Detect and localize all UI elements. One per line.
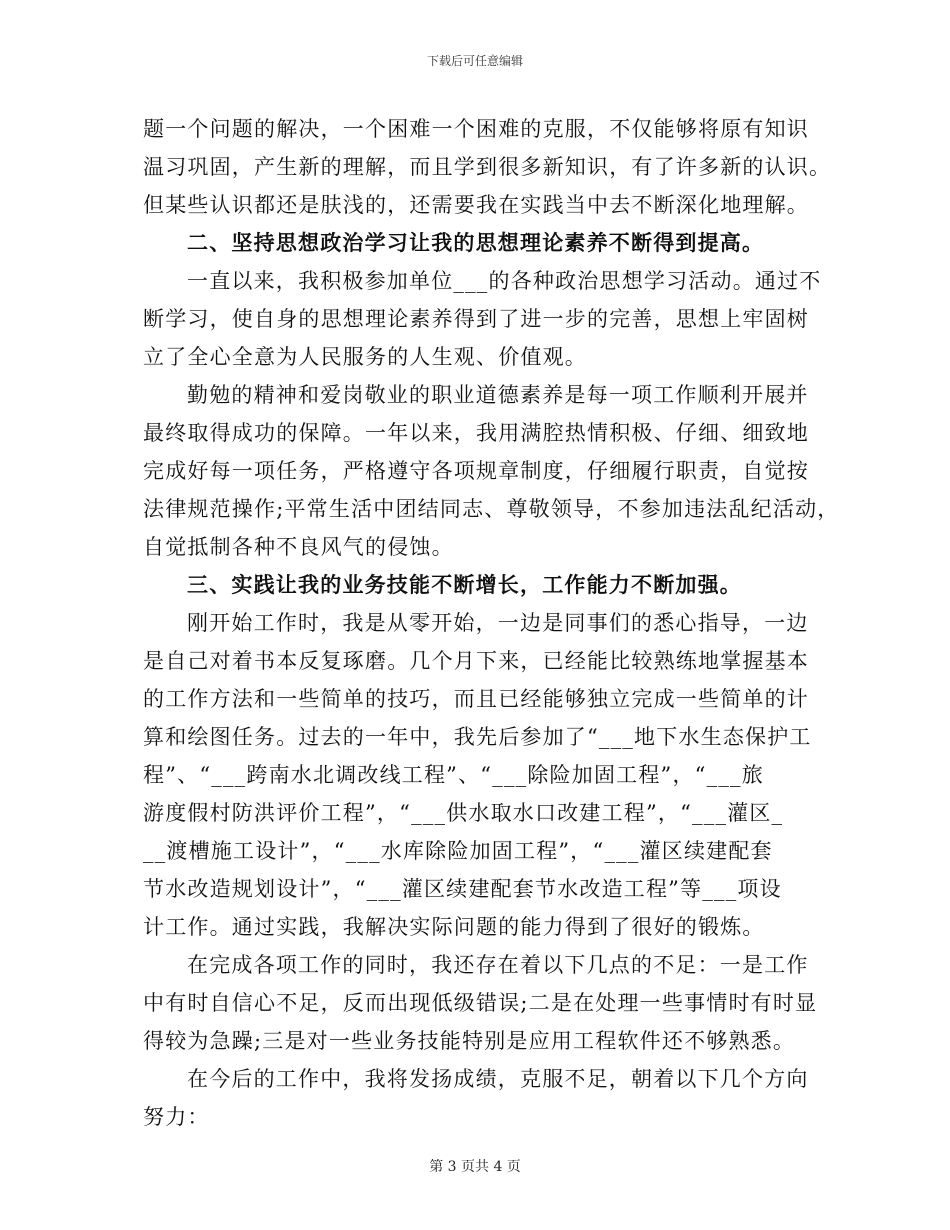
section-heading: 二、坚持思想政治学习让我的思想理论素养不断得到提高。 xyxy=(187,230,765,255)
text-line: 温习巩固，产生新的理解，而且学到很多新知识，有了许多新的认识。 xyxy=(143,155,832,179)
text-line: 一直以来，我积极参加单位___的各种政治思想学习活动。通过不 xyxy=(187,269,822,293)
page-header: 下载后可任意编辑 xyxy=(426,54,523,68)
text-line: 自觉抵制各种不良风气的侵蚀。 xyxy=(143,535,454,559)
text-line: 节水改造规划设计”，“___灌区续建配套节水改造工程”等___项设 xyxy=(143,877,782,901)
page-number: 第 3 页共 4 页 xyxy=(429,1159,521,1175)
text-line: 刚开始工作时，我是从零开始，一边是同事们的悉心指导，一边 xyxy=(187,611,809,635)
text-line: 断学习，使自身的思想理论素养得到了进一步的完善，思想上牢固树 xyxy=(143,307,809,331)
text-line: 题一个问题的解决，一个困难一个困难的克服，不仅能够将原有知识 xyxy=(143,117,809,141)
document-body xyxy=(143,110,840,1136)
section-heading: 三、实践让我的业务技能不断增长，工作能力不断加强。 xyxy=(187,572,742,597)
text-line: 法律规范操作;平常生活中团结同志、尊敬领导，不参加违法乱纪活动， xyxy=(143,497,840,521)
text-line: 立了全心全意为人民服务的人生观、价值观。 xyxy=(143,345,587,369)
text-line: 但某些认识都还是肤浅的，还需要我在实践当中去不断深化地理解。 xyxy=(143,193,809,217)
text-line: 游度假村防洪评价工程”，“___供水取水口改建工程”，“___灌区_ xyxy=(143,801,784,825)
text-line: 最终取得成功的保障。一年以来，我用满腔热情积极、仔细、细致地 xyxy=(143,421,809,445)
text-line: 完成好每一项任务，严格遵守各项规章制度，仔细履行职责，自觉按 xyxy=(143,459,809,483)
text-line: 程”、“___跨南水北调改线工程”、“___除险加固工程”，“___旅 xyxy=(143,763,764,787)
text-line: 在完成各项工作的同时，我还存在着以下几点的不足：一是工作 xyxy=(187,953,809,977)
text-line: 是自己对着书本反复琢磨。几个月下来，已经能比较熟练地掌握基本 xyxy=(143,649,809,673)
text-line: 得较为急躁;三是对一些业务技能特别是应用工程软件还不够熟悉。 xyxy=(143,1029,796,1053)
text-line: 的工作方法和一些简单的技巧，而且已经能够独立完成一些简单的计 xyxy=(143,687,809,711)
text-line: __渡槽施工设计”，“___水库除险加固工程”，“___灌区续建配套 xyxy=(143,839,773,863)
text-line: 中有时自信心不足，反而出现低级错误;二是在处理一些事情时有时显 xyxy=(143,991,818,1015)
text-line: 勤勉的精神和爱岗敬业的职业道德素养是每一项工作顺利开展并 xyxy=(187,383,809,407)
text-line: 计工作。通过实践，我解决实际问题的能力得到了很好的锻炼。 xyxy=(143,915,765,939)
text-line: 努力： xyxy=(143,1105,210,1129)
text-line: 算和绘图任务。过去的一年中，我先后参加了“___地下水生态保护工 xyxy=(143,725,812,749)
text-line: 在今后的工作中，我将发扬成绩，克服不足，朝着以下几个方向 xyxy=(187,1067,809,1091)
